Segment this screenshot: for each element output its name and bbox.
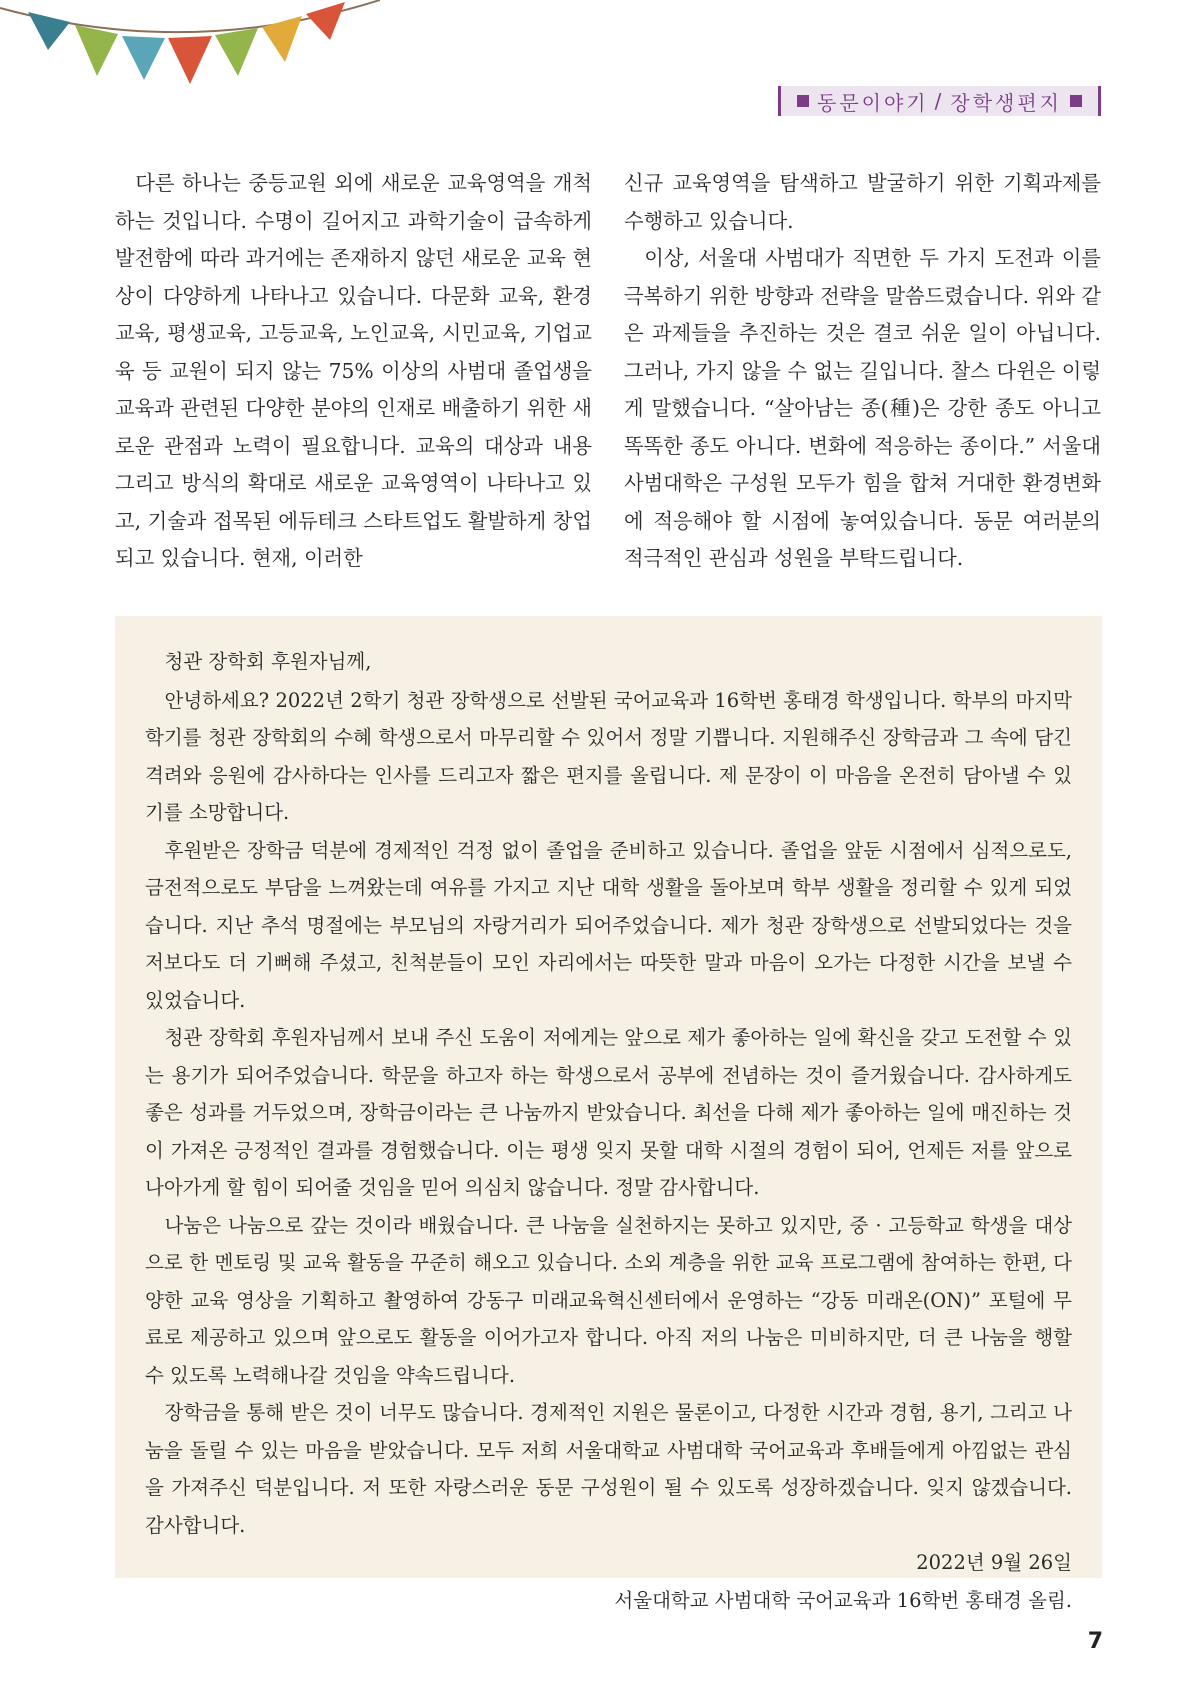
article-paragraph: 신규 교육영역을 탐색하고 발굴하기 위한 기획과제를 수행하고 있습니다. (624, 171, 1101, 233)
section-name: 동문이야기 (817, 90, 929, 115)
bunting-flag (75, 25, 118, 76)
article-column-left (115, 165, 592, 578)
article-paragraph: 이상, 서울대 사범대가 직면한 두 가지 도전과 이를 극복하기 위한 방향과 전략을 말씀드렸습니다. 위와 같은 과제들을 추진하는 것은 결코 쉬운 일이 아닙니다. 그러나, 가지 않을 수 없는 길입니다. 찰스 다윈은 이렇게 말했습니다. “살아남는 종(種)은 강한 종도 아니고 똑똑한 종도 아니다. 변화에 적응하는 종이다.” 서울대 사범대학은 구성원 모두가 힘을 합쳐 거대한 환경변화에 적응해야 할 시점에 놓여있습니다. 동문 여러분의 적극적인 관심과 성원을 부탁드립니다. (624, 246, 1101, 570)
letter-salutation: 청관 장학회 후원자님께, (164, 650, 372, 673)
letter-paragraph: 안녕하세요? 2022년 2학기 청관 장학생으로 선발된 국어교육과 16학번 홍태경 학생입니다. 학부의 마지막 학기를 청관 장학회의 수혜 학생으로서 마무리할 수 있어서 정말 기쁩니다. 지원해주신 장학금과 그 속에 담긴 격려와 응원에 감사하다는 인사를 드리고자 짧은 편지를 올립니다. 제 문장이 이 마음을 온전히 담아낼 수 있기를 소망합니다. (145, 688, 1072, 824)
bunting-flag (262, 16, 302, 62)
letter-date: 2022년 9월 26일 (916, 1551, 1072, 1574)
bunting-flag (122, 36, 165, 80)
bunting-flag (215, 28, 258, 76)
letter-paragraph: 후원받은 장학금 덕분에 경제적인 걱정 없이 졸업을 준비하고 있습니다. 졸업을 앞둔 시점에서 심적으로도, 금전적으로도 부담을 느껴왔는데 여유를 가지고 지난 대학 생활을 돌아보며 학부 생활을 정리할 수 있게 되었습니다. 지난 추석 명절에는 부모님의 자랑거리가 되어주었습니다. 제가 청관 장학생으로 선발되었다는 것을 저보다도 더 기뻐해 주셨고, 친척분들이 모인 자리에서는 따뜻한 말과 마음이 오가는 다정한 시간을 보낼 수 있었습니다. (145, 838, 1072, 1012)
square-bullet-icon (797, 95, 809, 107)
bunting-flag (168, 36, 212, 84)
page-number: 7 (1087, 1629, 1103, 1654)
bunting-flag (28, 12, 70, 50)
article-columns (115, 165, 1102, 578)
article-column-right (624, 165, 1101, 578)
letter-paragraph: 장학금을 통해 받은 것이 너무도 많습니다. 경제적인 지원은 물론이고, 다정한 시간과 경험, 용기, 그리고 나눔을 돌릴 수 있는 마음을 받았습니다. 모두 저희 서울대학교 사범대학 국어교육과 후배들에게 아낌없는 관심을 가져주신 덕분입니다. 저 또한 자랑스러운 동문 구성원이 될 수 있도록 성장하겠습니다. 잊지 않겠습니다. 감사합니다. (145, 1401, 1072, 1537)
section-separator: / (934, 89, 945, 113)
scholarship-letter (115, 616, 1102, 1612)
article-paragraph: 다른 하나는 중등교원 외에 새로운 교육영역을 개척하는 것입니다. 수명이 길어지고 과학기술이 급속하게 발전함에 따라 과거에는 존재하지 않던 새로운 교육 현상이 다양하게 나타나고 있습니다. 다문화 교육, 환경교육, 평생교육, 고등교육, 노인교육, 시민교육, 기업교육 등 교원이 되지 않는 75% 이상의 사범대 졸업생을 교육과 관련된 다양한 분야의 인재로 배출하기 위한 새로운 관점과 노력이 필요합니다. 교육의 대상과 내용 그리고 방식의 확대로 새로운 교육영역이 나타나고 있고, 기술과 접목된 에듀테크 스타트업도 활발하게 창업되고 있습니다. 현재, 이러한 (115, 171, 592, 570)
letter-signature: 서울대학교 사범대학 국어교육과 16학번 홍태경 올림. (614, 1588, 1072, 1612)
letter-paragraph: 나눔은 나눔으로 갚는 것이라 배웠습니다. 큰 나눔을 실천하지는 못하고 있지만, 중 · 고등학교 학생을 대상으로 한 멘토링 및 교육 활동을 꾸준히 해오고 있습니다. 소외 계층을 위한 교육 프로그램에 참여하는 한편, 다양한 교육 영상을 기획하고 촬영하여 강동구 미래교육혁신센터에서 운영하는 “강동 미래온(ON)” 포털에 무료로 제공하고 있으며 앞으로도 활동을 이어가고자 합니다. 아직 저의 나눔은 미비하지만, 더 큰 나눔을 행할 수 있도록 노력해나갈 것임을 약속드립니다. (145, 1213, 1072, 1387)
bunting-flag (306, 2, 345, 40)
letter-paragraph: 청관 장학회 후원자님께서 보내 주신 도움이 저에게는 앞으로 제가 좋아하는 일에 확신을 갖고 도전할 수 있는 용기가 되어주었습니다. 학문을 하고자 하는 학생으로서 공부에 전념하는 것이 즐거웠습니다. 감사하게도 좋은 성과를 거두었으며, 장학금이라는 큰 나눔까지 받았습니다. 최선을 다해 제가 좋아하는 일에 매진하는 것이 가져온 긍정적인 결과를 경험했습니다. 이는 평생 잊지 못할 대학 시절의 경험이 되어, 언제든 저를 앞으로 나아가게 할 힘이 되어줄 것임을 믿어 의심치 않습니다. 정말 감사합니다. (145, 1026, 1072, 1199)
bunting-decoration (0, 0, 380, 110)
section-tag (778, 86, 1101, 116)
subsection-name: 장학생편지 (950, 90, 1062, 115)
square-bullet-icon (1070, 95, 1082, 107)
